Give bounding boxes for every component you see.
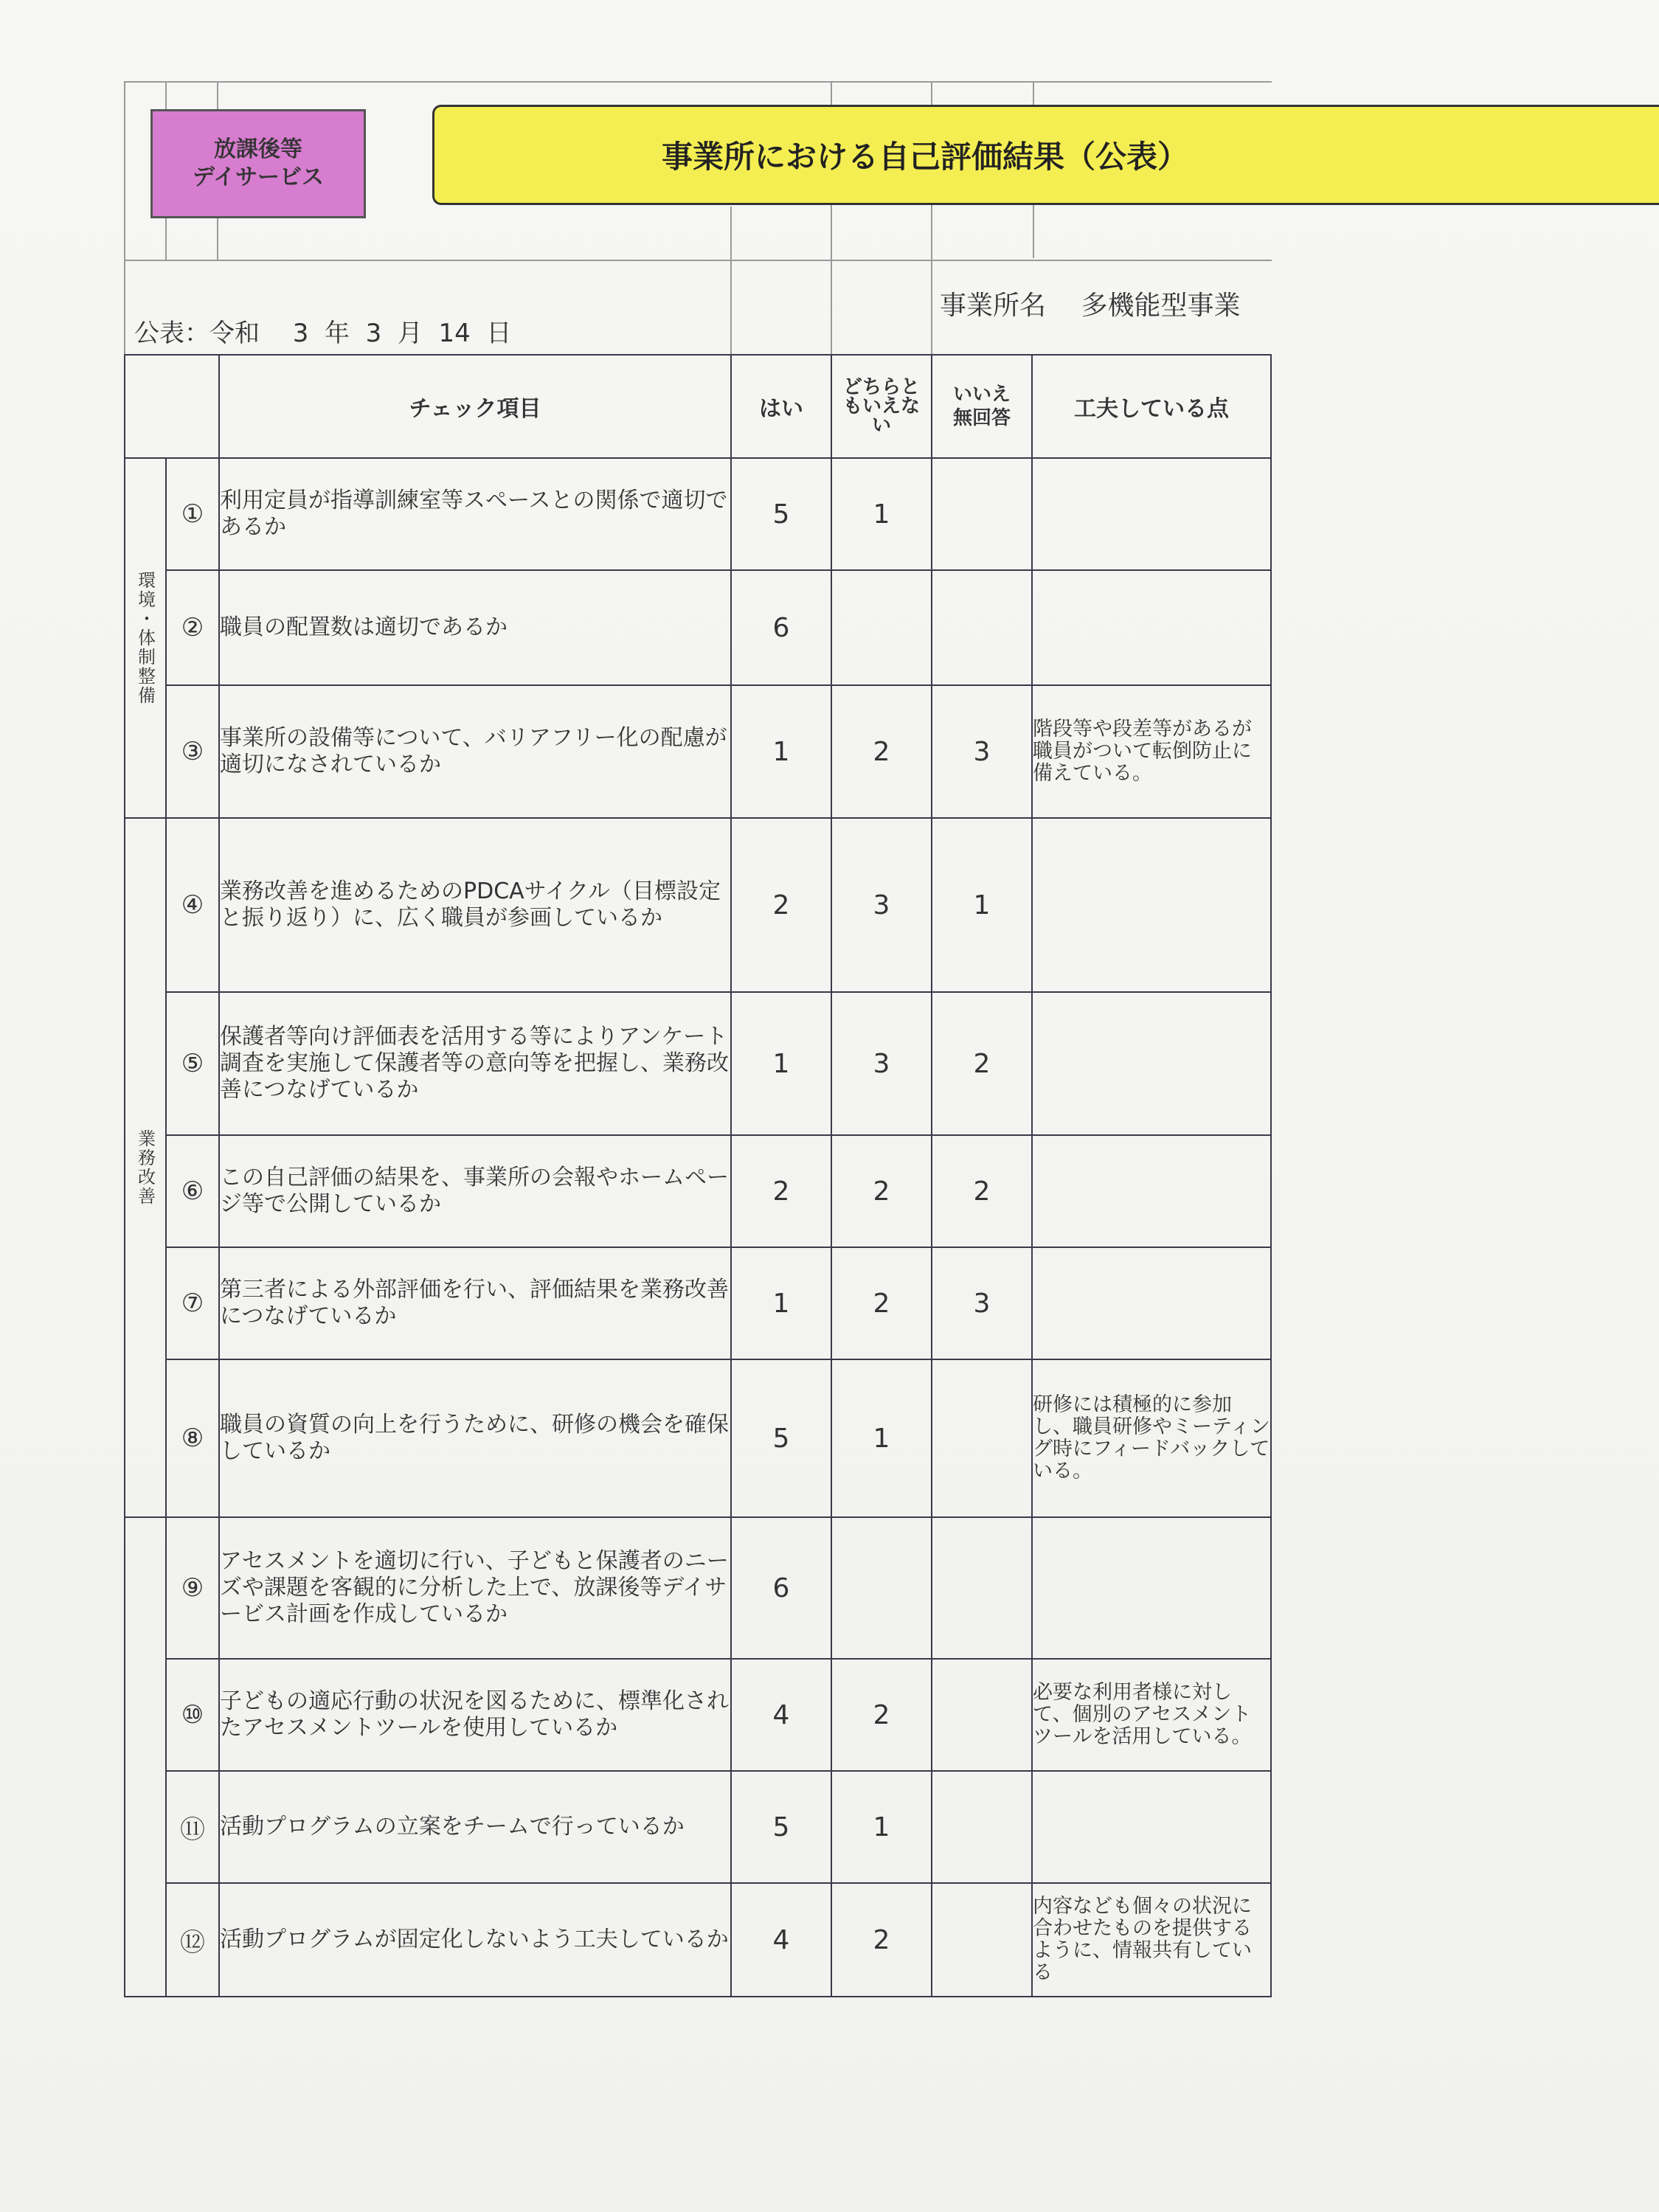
table-header-row — [125, 355, 1271, 458]
no-count — [932, 1659, 1032, 1771]
improvement-note: 階段等や段差等があるが職員がついて転倒防止に備えている。 — [1032, 685, 1271, 818]
yes-count: 2 — [731, 818, 831, 992]
category-label: 業務改善 — [125, 818, 166, 1517]
page-title: 事業所における自己評価結果（公表） — [662, 139, 1189, 175]
check-item-text: 職員の配置数は適切であるか — [219, 570, 731, 685]
yes-count: 5 — [731, 1359, 831, 1517]
row-number: ⑦ — [166, 1247, 219, 1359]
yes-count: 1 — [731, 992, 831, 1135]
table-row — [125, 1135, 1271, 1247]
yes-count: 1 — [731, 685, 831, 818]
category-label — [125, 1517, 166, 1997]
yes-count: 5 — [731, 458, 831, 570]
neither-count: 2 — [831, 1883, 932, 1997]
neither-count: 1 — [831, 1359, 932, 1517]
table-row — [125, 1247, 1271, 1359]
check-item-text: 子どもの適応行動の状況を図るために、標準化されたアセスメントツールを使用しているか — [219, 1659, 731, 1771]
row-number: ⑪ — [166, 1771, 219, 1883]
header-note: 工夫している点 — [1032, 355, 1271, 458]
neither-count: 3 — [831, 992, 932, 1135]
check-item-text: 事業所の設備等について、バリアフリー化の配慮が適切になされているか — [219, 685, 731, 818]
no-count: 2 — [932, 992, 1032, 1135]
check-item-text: この自己評価の結果を、事業所の会報やホームページ等で公開しているか — [219, 1135, 731, 1247]
improvement-note — [1032, 458, 1271, 570]
neither-count — [831, 1517, 932, 1659]
row-number: ⑩ — [166, 1659, 219, 1771]
row-number: ③ — [166, 685, 219, 818]
yes-count: 5 — [731, 1771, 831, 1883]
improvement-note: 研修には積極的に参加し、職員研修やミーティング時にフィードバックしている。 — [1032, 1359, 1271, 1517]
check-item-text: 利用定員が指導訓練室等スペースとの関係で適切であるか — [219, 458, 731, 570]
neither-count: 2 — [831, 685, 932, 818]
yes-count: 4 — [731, 1883, 831, 1997]
yes-count: 2 — [731, 1135, 831, 1247]
yes-count: 1 — [731, 1247, 831, 1359]
neither-count: 1 — [831, 458, 932, 570]
check-item-text: 保護者等向け評価表を活用する等によりアンケート調査を実施して保護者等の意向等を把握し、業務改善につなげているか — [219, 992, 731, 1135]
category-label: 環境・体制整備 — [125, 458, 166, 818]
header-no — [932, 355, 1032, 458]
neither-count: 1 — [831, 1771, 932, 1883]
no-count — [932, 1359, 1032, 1517]
table-row — [125, 570, 1271, 685]
check-item-text: 第三者による外部評価を行い、評価結果を業務改善につなげているか — [219, 1247, 731, 1359]
header-neither-line: どちらと — [842, 376, 920, 398]
neither-count: 2 — [831, 1247, 932, 1359]
no-count — [932, 570, 1032, 685]
check-item-text: 業務改善を進めるためのPDCAサイクル（目標設定と振り返り）に、広く職員が参画しているか — [219, 818, 731, 992]
row-number: ① — [166, 458, 219, 570]
table-row — [125, 1659, 1271, 1771]
table-row — [125, 1359, 1271, 1517]
row-number: ② — [166, 570, 219, 685]
service-type-badge — [150, 109, 366, 218]
header-no-line: いいえ — [952, 384, 1011, 406]
neither-count: 3 — [831, 818, 932, 992]
no-count: 2 — [932, 1135, 1032, 1247]
row-number: ④ — [166, 818, 219, 992]
check-item-text: アセスメントを適切に行い、子どもと保護者のニーズや課題を客観的に分析した上で、放課後等デイサービス計画を作成しているか — [219, 1517, 731, 1659]
header-yes: はい — [731, 355, 831, 458]
office-name: 事業所名 多機能型事業 — [940, 291, 1241, 321]
improvement-note: 内容なども個々の状況に合わせたものを提供するように、情報共有している — [1032, 1883, 1271, 1997]
evaluation-table — [124, 354, 1272, 1997]
improvement-note — [1032, 570, 1271, 685]
no-count: 3 — [932, 685, 1032, 818]
header-neither-line: い — [871, 415, 891, 437]
check-item-text: 職員の資質の向上を行うために、研修の機会を確保しているか — [219, 1359, 731, 1517]
header-neither — [831, 355, 932, 458]
neither-count: 2 — [831, 1135, 932, 1247]
table-row — [125, 992, 1271, 1135]
no-count — [932, 1771, 1032, 1883]
table-row — [125, 685, 1271, 818]
improvement-note: 必要な利用者様に対して、個別のアセスメントツールを活用している。 — [1032, 1659, 1271, 1771]
row-number: ⑧ — [166, 1359, 219, 1517]
grid-line — [124, 81, 1272, 83]
no-count — [932, 458, 1032, 570]
grid-line — [124, 260, 1272, 261]
publication-date: 公表：令和 3 年 3 月 14 日 — [134, 319, 512, 348]
row-number: ⑥ — [166, 1135, 219, 1247]
header-neither-line: もいえな — [842, 395, 920, 417]
row-number: ⑤ — [166, 992, 219, 1135]
grid-line — [730, 207, 732, 354]
no-count: 1 — [932, 818, 1032, 992]
check-item-text: 活動プログラムの立案をチームで行っているか — [219, 1771, 731, 1883]
table-row — [125, 458, 1271, 570]
check-item-text: 活動プログラムが固定化しないよう工夫しているか — [219, 1883, 731, 1997]
table-row — [125, 1771, 1271, 1883]
header-blank — [125, 355, 219, 458]
yes-count: 6 — [731, 1517, 831, 1659]
no-count — [932, 1883, 1032, 1997]
badge-line: デイサービス — [193, 164, 324, 190]
page-title-banner — [432, 105, 1659, 205]
yes-count: 4 — [731, 1659, 831, 1771]
improvement-note — [1032, 992, 1271, 1135]
improvement-note — [1032, 1771, 1271, 1883]
row-number: ⑫ — [166, 1883, 219, 1997]
grid-line — [124, 81, 125, 354]
row-number: ⑨ — [166, 1517, 219, 1659]
table-row — [125, 1883, 1271, 1997]
improvement-note — [1032, 818, 1271, 992]
yes-count: 6 — [731, 570, 831, 685]
table-row — [125, 818, 1271, 992]
table-row — [125, 1517, 1271, 1659]
header-no-line: 無回答 — [952, 407, 1011, 429]
neither-count — [831, 570, 932, 685]
improvement-note — [1032, 1247, 1271, 1359]
no-count: 3 — [932, 1247, 1032, 1359]
header-check-item: チェック項目 — [219, 355, 731, 458]
improvement-note — [1032, 1517, 1271, 1659]
badge-line: 放課後等 — [214, 136, 302, 162]
neither-count: 2 — [831, 1659, 932, 1771]
improvement-note — [1032, 1135, 1271, 1247]
no-count — [932, 1517, 1032, 1659]
